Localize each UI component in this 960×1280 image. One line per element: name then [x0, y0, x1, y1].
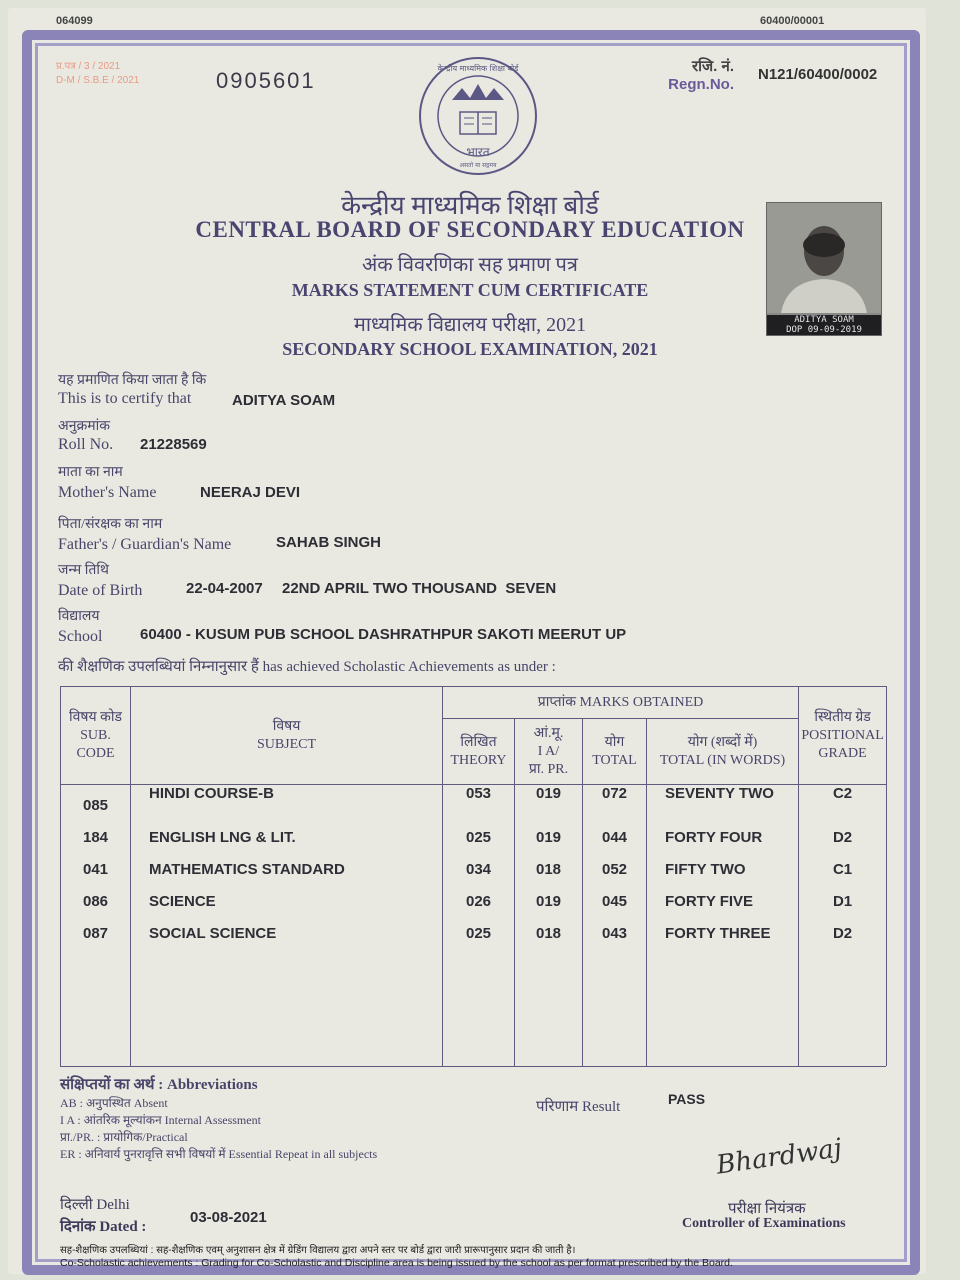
abbr-er: ER : अनिवार्य पुनरावृत्ति सभी विषयों में Essential Repeat in all subjects — [60, 1147, 378, 1161]
total-marks: 043 — [583, 925, 647, 957]
father-label-hindi: पिता/संरक्षक का नाम — [58, 517, 163, 532]
theory-marks: 053 — [443, 785, 515, 830]
roll-label-english: Roll No. — [58, 436, 114, 453]
subject-name: ENGLISH LNG & LIT. — [131, 829, 443, 861]
header-subject — [131, 687, 443, 785]
abbr-ab: AB : अनुपस्थित Absent — [60, 1096, 168, 1110]
grade: D2 — [799, 829, 887, 861]
header-sub-code-en: SUB. CODE — [76, 727, 115, 761]
seal-motto-text: असतो मा सद्गमय — [459, 162, 497, 169]
exam-title-hindi: माध्यमिक विद्यालय परीक्षा, 2021 — [353, 314, 587, 336]
header-subject-hi: विषय — [272, 718, 301, 734]
header-grade-en: POSITIONAL GRADE — [801, 727, 884, 761]
dob-label-english: Date of Birth — [58, 582, 143, 599]
marks-table — [60, 686, 887, 1066]
sub-code: 087 — [61, 925, 131, 957]
school-label-hindi: विद्यालय — [58, 609, 100, 624]
header-total-words — [647, 719, 799, 785]
dated-label: दिनांक Dated : — [60, 1219, 147, 1235]
place: दिल्ली Delhi — [60, 1197, 130, 1213]
doc-title-hindi: अंक विवरणिका सह प्रमाण पत्र — [362, 254, 578, 276]
sub-code: 184 — [61, 829, 131, 861]
regn-number: N121/60400/0002 — [758, 66, 878, 83]
sub-code: 085 — [61, 785, 131, 830]
photo-caption — [767, 315, 881, 335]
total-marks: 045 — [583, 893, 647, 925]
sub-code: 086 — [61, 893, 131, 925]
serial-number: 0905601 — [216, 68, 316, 93]
result-value: PASS — [668, 1091, 706, 1107]
ia-marks: 019 — [515, 893, 583, 925]
header-grade-hi: स्थितीय ग्रेड — [814, 709, 871, 725]
student-name: ADITYA SOAM — [232, 392, 336, 409]
student-photo — [766, 202, 882, 336]
subject-name: SCIENCE — [131, 893, 443, 925]
co-scholastic-note-hindi: सह-शैक्षणिक उपलब्धियां : सह-शैक्षणिक एवम् अनुशासन क्षेत्र में ग्रेडिंग विद्यालय द्वारा अपने स्तर पर बोर्ड द्वारा जारी प्रारूपानुसार प्रदान की जाती है। — [60, 1245, 576, 1256]
header-marks-obtained — [443, 687, 799, 719]
table-row — [61, 861, 887, 893]
header-total-hi: योग — [604, 734, 625, 750]
header-words-hi: योग (शब्दों में) — [687, 734, 758, 750]
achievements-label-english: has achieved Scholastic Achievements as under : — [262, 659, 556, 675]
stamp-line-1: प्र.पत्र / 3 / 2021 — [56, 61, 121, 72]
theory-marks: 034 — [443, 861, 515, 893]
right-corner-code: 60400/00001 — [760, 15, 825, 27]
table-row — [61, 893, 887, 925]
seal-ring-text: केन्द्रीय माध्यमिक शिक्षा बोर्ड — [437, 64, 519, 73]
grade: D2 — [799, 925, 887, 957]
doc-title-english: MARKS STATEMENT CUM CERTIFICATE — [291, 280, 649, 300]
left-corner-code: 064099 — [56, 15, 93, 27]
total-marks: 052 — [583, 861, 647, 893]
certify-label-hindi: यह प्रमाणित किया जाता है कि — [58, 373, 207, 388]
roll-number: 21228569 — [140, 436, 207, 453]
result-label: परिणाम Result — [536, 1099, 621, 1115]
total-words: SEVENTY TWO — [647, 785, 799, 830]
mother-label-english: Mother's Name — [58, 484, 157, 501]
table-row — [61, 925, 887, 957]
cbse-seal-icon — [416, 54, 540, 178]
father-label-english: Father's / Guardian's Name — [58, 536, 232, 553]
header-subject-en: SUBJECT — [256, 736, 317, 752]
co-scholastic-note-english: Co-Scholastic achievements : Grading for Co-Scholastic and Discipline area is being issued by the school as per format prescribed by the Board. — [60, 1257, 733, 1269]
table-row — [61, 785, 887, 830]
header-theory-hi: लिखित — [460, 734, 497, 750]
header-marks-en: MARKS OBTAINED — [579, 694, 704, 710]
achievements-line — [58, 656, 556, 676]
controller-label-english: Controller of Examinations — [682, 1216, 846, 1231]
photo-caption-date: DOP 09-09-2019 — [786, 325, 862, 335]
abbr-ia: I A : आंतरिक मूल्यांकन Internal Assessment — [60, 1113, 261, 1127]
exam-title-english: SECONDARY SCHOOL EXAMINATION, 2021 — [282, 339, 658, 359]
header-total — [583, 719, 647, 785]
theory-marks: 025 — [443, 925, 515, 957]
header-ia-hi: आं.मू. — [533, 725, 564, 741]
dob-words: 22ND APRIL TWO THOUSAND SEVEN — [282, 580, 557, 597]
header-ia — [515, 719, 583, 785]
subject-name: HINDI COURSE-B — [131, 785, 443, 830]
dob-label-hindi: जन्म तिथि — [58, 563, 109, 578]
header-grade — [799, 687, 887, 785]
grade: D1 — [799, 893, 887, 925]
board-name-hindi: केन्द्रीय माध्यमिक शिक्षा बोर्ड — [341, 191, 599, 220]
regn-label — [660, 58, 734, 94]
header-theory-en: THEORY — [450, 752, 507, 768]
total-marks: 044 — [583, 829, 647, 861]
theory-marks: 025 — [443, 829, 515, 861]
roll-label-hindi: अनुक्रमांक — [58, 419, 110, 434]
ia-marks: 019 — [515, 785, 583, 830]
controller-signature: Bhardwaj — [714, 1133, 844, 1181]
abbreviations-title: संक्षिप्तयों का अर्थ : Abbreviations — [60, 1077, 258, 1093]
father-name: SAHAB SINGH — [276, 534, 382, 551]
grade: C2 — [799, 785, 887, 830]
subject-name: MATHEMATICS STANDARD — [131, 861, 443, 893]
regn-label-hi: रजि. नं. — [692, 58, 734, 75]
header-total-en: TOTAL — [592, 752, 637, 768]
header-marks-hi: प्राप्तांक — [537, 694, 577, 710]
issue-date: 03-08-2021 — [190, 1209, 267, 1226]
header-theory — [443, 719, 515, 785]
mother-label-hindi: माता का नाम — [58, 465, 123, 480]
total-marks: 072 — [583, 785, 647, 830]
achievements-label-hindi: की शैक्षणिक उपलब्धियां निम्नानुसार हैं — [58, 659, 259, 675]
ia-marks: 018 — [515, 925, 583, 957]
seal-country-text: भारत — [466, 145, 490, 159]
abbr-pr: प्रा./PR. : प्रायोगिक/Practical — [60, 1130, 188, 1144]
header-ia-en: I A/ — [537, 743, 560, 759]
total-words: FIFTY TWO — [647, 861, 799, 893]
header-sub-code-hi: विषय कोड — [69, 709, 122, 725]
table-bottom-rule — [60, 1066, 886, 1067]
header-ia-pr: प्रा. PR. — [528, 761, 569, 777]
controller-label-hindi: परीक्षा नियंत्रक — [728, 1201, 806, 1217]
total-words: FORTY FIVE — [647, 893, 799, 925]
ia-marks: 018 — [515, 861, 583, 893]
table-filler-row — [61, 957, 887, 1066]
theory-marks: 026 — [443, 893, 515, 925]
subject-name: SOCIAL SCIENCE — [131, 925, 443, 957]
ia-marks: 019 — [515, 829, 583, 861]
table-row — [61, 829, 887, 861]
school-name: 60400 - KUSUM PUB SCHOOL DASHRATHPUR SAKOTI MEERUT UP — [140, 626, 627, 643]
person-silhouette-icon — [767, 203, 881, 313]
sub-code: 041 — [61, 861, 131, 893]
photo-caption-name: ADITYA SOAM — [794, 315, 854, 325]
total-words: FORTY THREE — [647, 925, 799, 957]
certify-label-english: This is to certify that — [58, 390, 192, 407]
school-label-english: School — [58, 628, 103, 645]
dob-value: 22-04-2007 — [186, 580, 263, 597]
grade: C1 — [799, 861, 887, 893]
abbreviations-list — [60, 1095, 377, 1163]
stamp-line-2: D-M / S.B.E / 2021 — [56, 75, 140, 86]
total-words: FORTY FOUR — [647, 829, 799, 861]
header-sub-code — [61, 687, 131, 785]
mother-name: NEERAJ DEVI — [200, 484, 301, 501]
header-words-en: TOTAL (IN WORDS) — [659, 752, 786, 768]
regn-label-en: Regn.No. — [668, 76, 734, 93]
board-name-english: CENTRAL BOARD OF SECONDARY EDUCATION — [195, 217, 745, 242]
stamp-text — [56, 60, 139, 88]
